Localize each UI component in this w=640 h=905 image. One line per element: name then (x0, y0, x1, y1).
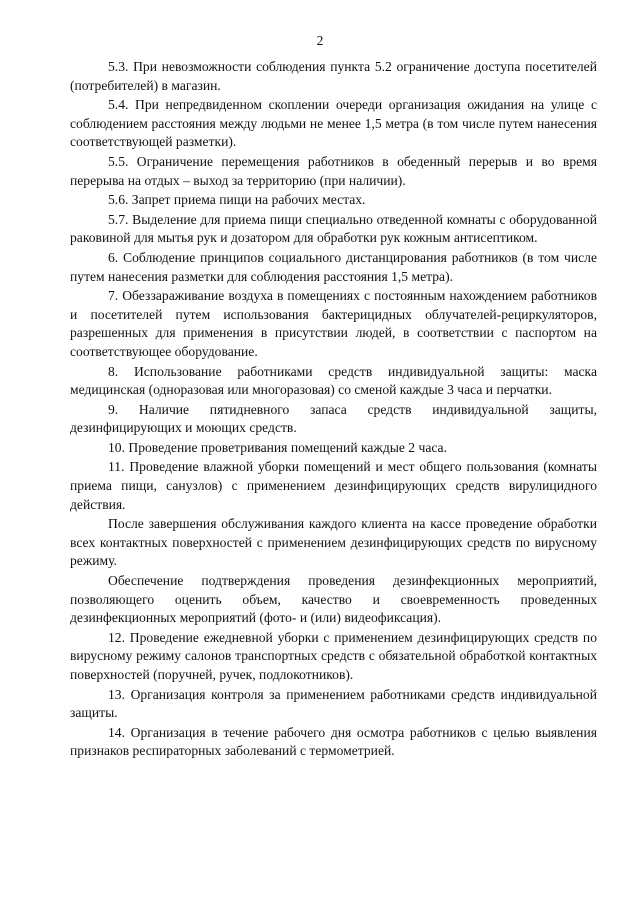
paragraph-12: 12. Проведение ежедневной уборки с применением дезинфицирующих средств по вирусному режиму салонов транспортных средств с обязательной обработкой контактных поверхностей (поручней, ручек, подлокотников). (70, 629, 597, 682)
paragraph-11-confirmation: Обеспечение подтверждения проведения дезинфекционных мероприятий, позволяющего оценить объем, качество и своевременность проведенных дезинфекционных мероприятий (фото- и (или) видеофиксация). (70, 573, 597, 626)
paragraph-6: 6. Соблюдение принципов социального дистанцирования работников (в том числе путем нанесения разметки для соблюдения расстояния 1,5 метра). (70, 249, 597, 284)
paragraph-8: 8. Использование работниками средств индивидуальной защиты: маска медицинская (одноразовая или многоразовая) со сменой каждые 3 часа и перчатки. (70, 363, 597, 398)
paragraph-5-5: 5.5. Ограничение перемещения работников в обеденный перерыв и во время перерыва на отдых – выход за территорию (при наличии). (70, 153, 597, 188)
paragraph-13: 13. Организация контроля за применением работниками средств индивидуальной защиты. (70, 686, 597, 721)
paragraph-5-6: 5.6. Запрет приема пищи на рабочих местах. (108, 192, 366, 208)
paragraph-9: 9. Наличие пятидневного запаса средств индивидуальной защиты, дезинфицирующих и моющих средств. (70, 401, 597, 436)
paragraph-11: 11. Проведение влажной уборки помещений и мест общего пользования (комнаты приема пищи, санузлов) с применением дезинфицирующих средств вирулицидного действия. (70, 459, 597, 512)
paragraph-10: 10. Проведение проветривания помещений каждые 2 часа. (108, 439, 447, 455)
paragraph-5-7: 5.7. Выделение для приема пищи специально отведенной комнаты с оборудованной раковиной для мытья рук и дозатором для обработки рук кожным антисептиком. (70, 211, 597, 246)
page-number: 2 (316, 33, 324, 48)
paragraph-11-cashier: После завершения обслуживания каждого клиента на кассе проведение обработки всех контактных поверхностей с применением дезинфицирующих средств по вирусному режиму. (70, 516, 597, 569)
paragraph-5-3: 5.3. При невозможности соблюдения пункта 5.2 ограничение доступа посетителей (потребителей) в магазин. (70, 59, 597, 93)
paragraph-14: 14. Организация в течение рабочего дня осмотра работников с целью выявления признаков респираторных заболеваний с термометрией. (70, 724, 597, 759)
paragraph-5-4: 5.4. При непредвиденном скоплении очереди организация ожидания на улице с соблюдением расстояния между людьми не менее 1,5 метра (в том числе путем нанесения соответствующей разметки). (70, 97, 597, 150)
paragraph-7: 7. Обеззараживание воздуха в помещениях с постоянным нахождением работников и посетителей путем использования бактерицидных облучателей-рециркуляторов, разрешенных для применения в присутствии людей, в соответствии с паспортом на соответствующее оборудование. (70, 288, 597, 359)
document-body (70, 58, 597, 762)
